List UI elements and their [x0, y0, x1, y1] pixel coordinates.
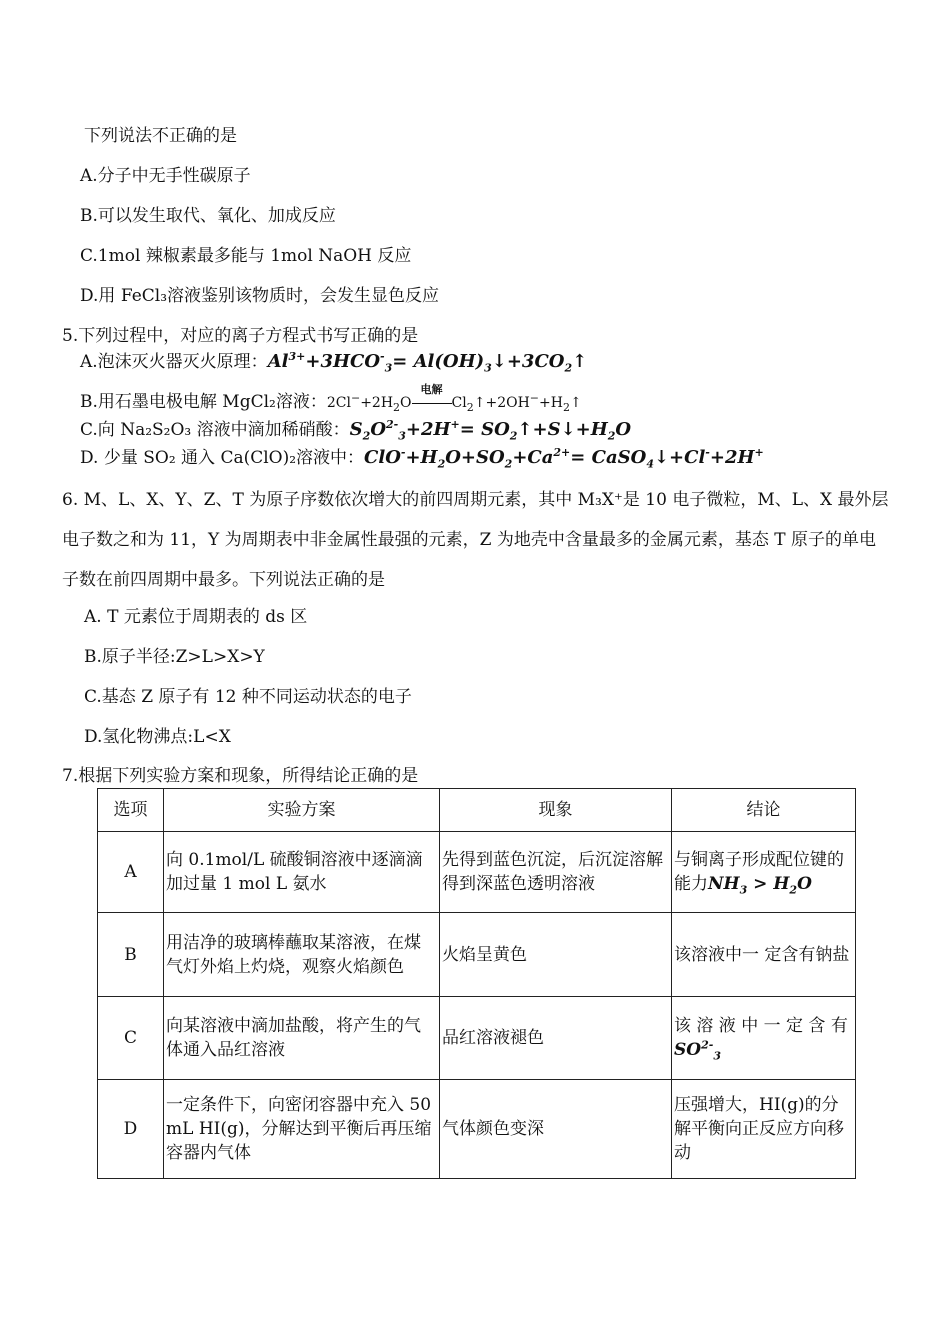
experiment-table — [97, 788, 856, 1179]
header-plan: 实验方案 — [164, 789, 440, 832]
table-row — [98, 997, 856, 1080]
q6-option-c: C.基态 Z 原子有 12 种不同运动状态的电子 — [84, 687, 412, 707]
header-phenomenon: 现象 — [440, 789, 672, 832]
q5-equation-b: $2Cl^-+2H_2O$ 电解 $Cl_2↑+2OH^-+H_2↑$ — [327, 395, 582, 411]
row-a-plan: 向 0.1mol/L 硫酸铜溶液中逐滴滴加过量 1 mol L 氨水 — [164, 832, 440, 913]
q5-option-b-label: B.用石墨电极电解 MgCl₂溶液： — [80, 392, 327, 412]
q5-option-b — [80, 383, 582, 414]
row-a-phenomenon: 先得到蓝色沉淀，后沉淀溶解得到深蓝色透明溶液 — [440, 832, 672, 913]
q5-electrolysis-condition: 电解 — [420, 383, 443, 396]
row-d-plan: 一定条件下，向密闭容器中充入 50 mL HI(g)，分解达到平衡后再压缩容器内气体 — [164, 1080, 440, 1179]
row-c-conclusion-text: 该 溶 液 中 一 定 含 有 — [674, 1016, 848, 1036]
q5-option-d — [80, 447, 764, 469]
row-a-comparison: $NH_3 > H_2O$ — [708, 874, 812, 897]
row-a-conclusion-text: 与铜离子形成配位键的能力 — [674, 850, 844, 894]
q5-equation-c: $S_2O^{2-}_3+2H^+=$ $SO_2↑+S↓+H_2O$ — [349, 418, 632, 443]
q5-option-a-label: A.泡沫灭火器灭火原理： — [80, 352, 268, 372]
row-c-conclusion — [672, 997, 856, 1080]
row-b-plan: 用洁净的玻璃棒蘸取某溶液，在煤气灯外焰上灼烧，观察火焰颜色 — [164, 913, 440, 997]
row-d-phenomenon: 气体颜色变深 — [440, 1080, 672, 1179]
q4-option-d: D.用 FeCl₃溶液鉴别该物质时，会发生显色反应 — [80, 286, 440, 306]
table-header-row — [98, 789, 856, 832]
row-b-option: B — [98, 913, 164, 997]
q5-equation-a: $Al^{3+}+3HCO^-_3=$ $Al(OH)_3↓+3CO_2↑$ — [267, 350, 588, 375]
q6-option-b: B.原子半径:Z>L>X>Y — [84, 647, 265, 667]
q6-option-a: A. T 元素位于周期表的 ds 区 — [84, 607, 308, 627]
row-a-conclusion — [672, 832, 856, 913]
q5-stem: 5.下列过程中，对应的离子方程式书写正确的是 — [62, 326, 419, 346]
q5-option-c-label: C.向 Na₂S₂O₃ 溶液中滴加稀硝酸： — [80, 420, 350, 440]
q4-option-b: B.可以发生取代、氧化、加成反应 — [80, 206, 336, 226]
table-row — [98, 832, 856, 913]
q5-option-d-label: D. 少量 SO₂ 通入 Ca(ClO)₂溶液中： — [80, 448, 365, 468]
q4-stem: 下列说法不正确的是 — [84, 126, 237, 146]
row-a-option: A — [98, 832, 164, 913]
q6-stem: 6. M、L、X、Y、Z、T 为原子序数依次增大的前四周期元素，其中 M₃X⁺是 10 电子微粒，M、L、X 最外层电子数之和为 11，Y 为周期表中非金属性最强的元素，Z 为地壳中含量最多的金属元素，基态 T 原子的单电子数在前四周期中最多。下列说法正确的是 — [62, 490, 889, 590]
q4-option-c: C.1mol 辣椒素最多能与 1mol NaOH 反应 — [80, 246, 412, 266]
row-c-plan: 向某溶液中滴加盐酸，将产生的气体通入品红溶液 — [164, 997, 440, 1080]
q4-option-a: A.分子中无手性碳原子 — [80, 166, 251, 186]
row-d-option: D — [98, 1080, 164, 1179]
table-row — [98, 913, 856, 997]
q5-option-c — [80, 419, 631, 441]
row-b-phenomenon: 火焰呈黄色 — [440, 913, 672, 997]
row-c-option: C — [98, 997, 164, 1080]
q5-equation-d: $ClO^-+H_2O+SO_2+Ca^{2+}=$ CaSO$_4$↓+Cl-+2H+ — [364, 446, 764, 471]
q6-option-d: D.氢化物沸点:L<X — [84, 727, 231, 747]
row-b-conclusion: 该溶液中一 定含有钠盐 — [672, 913, 856, 997]
q5-option-a — [80, 351, 587, 373]
row-c-sulfite-ion: $SO^{2-}_3$ — [674, 1038, 721, 1063]
table-row — [98, 1080, 856, 1179]
q7-stem: 7.根据下列实验方案和现象，所得结论正确的是 — [62, 766, 419, 786]
header-option: 选项 — [98, 789, 164, 832]
header-conclusion: 结论 — [672, 789, 856, 832]
row-d-conclusion: 压强增大，HI(g)的分解平衡向正反应方向移动 — [672, 1080, 856, 1179]
row-c-phenomenon: 品红溶液褪色 — [440, 997, 672, 1080]
